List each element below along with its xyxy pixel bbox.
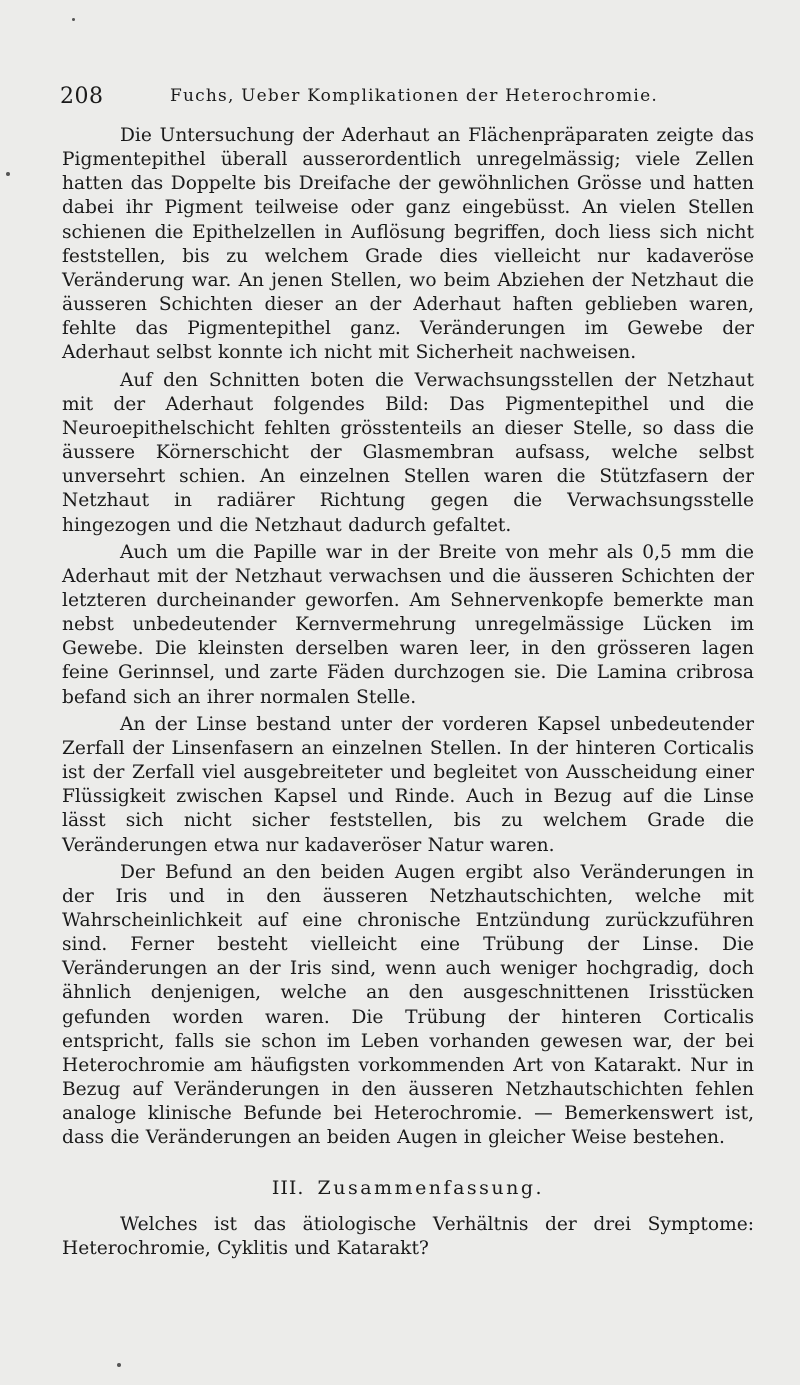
paragraph: An der Linse bestand unter der vorderen Kapsel unbedeutender Zerfall der Linsenfasern an einzelnen Stellen. In der hinteren Corticalis ist der Zerfall viel ausgebreiteter und begleitet von Ausscheidung einer Flüssigkeit zwischen Kapsel und Rinde. Auch in Bezug auf die Linse lässt sich nicht sicher feststellen, bis zu welchem Grade die Veränderungen etwa nur kadaveröser Natur waren. — [62, 713, 754, 856]
section-heading — [62, 1177, 754, 1199]
page-header — [60, 84, 740, 110]
paragraph: Auch um die Papille war in der Breite von mehr als 0,5 mm die Aderhaut mit der Netzhaut verwachsen und die äusseren Schichten der letzteren durcheinander geworfen. Am Sehnervenkopfe bemerkte man nebst unbedeutender Kernvermehrung unregelmässige Lücken im Gewebe. Die kleinsten derselben waren leer, in den grösseren lagen feine Gerinnsel, und zarte Fäden durchzogen sie. Die Lamina cribrosa befand sich an ihrer normalen Stelle. — [62, 541, 754, 708]
paper-speck — [6, 172, 10, 176]
paragraph: Die Untersuchung der Aderhaut an Flächenpräparaten zeigte das Pigmentepithel überall ausserordentlich unregelmässig; viele Zellen hatten das Doppelte bis Dreifache der gewöhnlichen Grösse und hatten dabei ihr Pigment teilweise oder ganz eingebüsst. An vielen Stellen schienen die Epithelzellen in Auflösung begriffen, doch liess sich nicht feststellen, bis zu welchem Grade dies vielleicht nur kadaveröse Veränderung war. An jenen Stellen, wo beim Abziehen der Netzhaut die äusseren Schichten dieser an der Aderhaut haften geblieben waren, fehlte das Pigmentepithel ganz. Veränderungen im Gewebe der Aderhaut selbst konnte ich nicht mit Sicherheit nachweisen. — [62, 125, 754, 364]
paragraph: Auf den Schnitten boten die Verwachsungsstellen der Netzhaut mit der Aderhaut folgendes Bild: Das Pigmentepithel und die Neuroepithelschicht fehlten grösstenteils an dieser Stelle, so dass die äussere Körnerschicht der Glasmembran aufsass, welche selbst unversehrt schien. An einzelnen Stellen waren die Stützfasern der Netzhaut in radiärer Richtung gegen die Verwachsungsstelle hingezogen und die Netzhaut dadurch gefaltet. — [62, 369, 754, 536]
section-number: III. — [271, 1176, 305, 1199]
page-number: 208 — [60, 84, 104, 109]
running-head: Fuchs, Ueber Komplikationen der Heterochromie. — [170, 86, 658, 106]
paper-speck — [72, 18, 75, 21]
page-body — [62, 124, 754, 1261]
section-title: Zusammenfassung. — [317, 1176, 545, 1199]
closing-paragraph: Welches ist das ätiologische Verhältnis der drei Symptome: Heterochromie, Cyklitis und Katarakt? — [62, 1213, 754, 1259]
paragraph: Der Befund an den beiden Augen ergibt also Veränderungen in der Iris und in den äusseren Netzhautschichten, welche mit Wahrscheinlichkeit auf eine chronische Entzündung zurückzuführen sind. Ferner besteht vielleicht eine Trübung der Linse. Die Veränderungen an der Iris sind, wenn auch weniger hochgradig, doch ähnlich denjenigen, welche an den ausgeschnittenen Irisstücken gefunden worden waren. Die Trübung der hinteren Corticalis entspricht, falls sie schon im Leben vorhanden gewesen war, der bei Heterochromie am häufigsten vorkommenden Art von Katarakt. Nur in Bezug auf Veränderungen in den äusseren Netzhautschichten fehlen analoge klinische Befunde bei Heterochromie. — Bemerkenswert ist, dass die Veränderungen an beiden Augen in gleicher Weise bestehen. — [62, 861, 754, 1149]
paper-speck — [117, 1363, 121, 1367]
